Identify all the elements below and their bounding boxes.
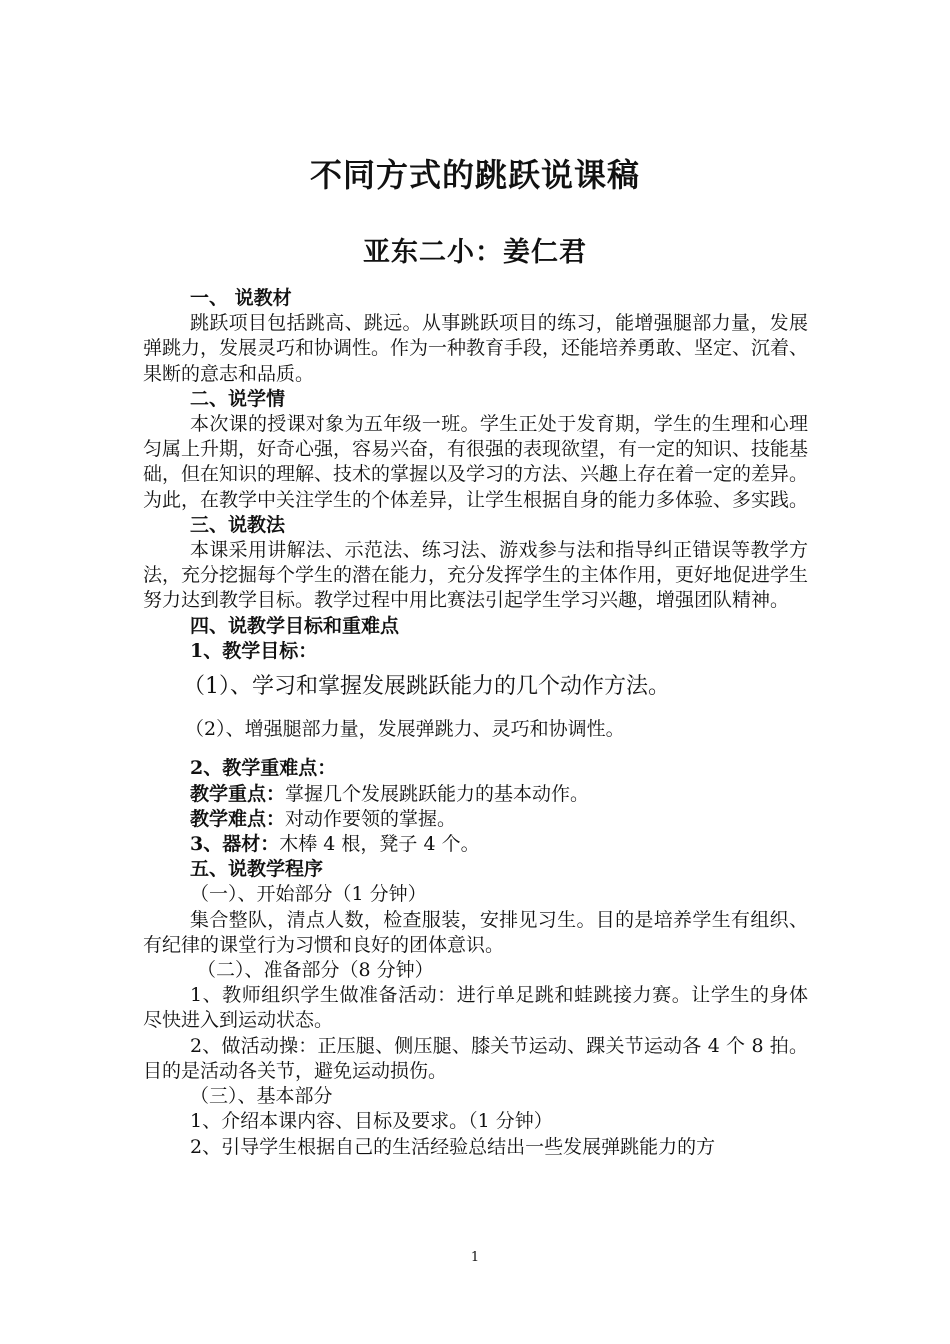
- difficult-point-label: 教学难点：: [190, 807, 286, 830]
- difficult-point-text: 对动作要领的掌握。: [285, 807, 457, 830]
- paragraph: 集合整队，清点人数，检查服装，安排见习生。目的是培养学生有组织、有纪律的课堂行为习惯和良好的团体意识。: [143, 908, 808, 956]
- goal-item: （2）、增强腿部力量，发展弹跳力、灵巧和协调性。: [185, 718, 625, 741]
- section-heading: 三、说教法: [190, 513, 286, 536]
- page-number: 1: [470, 1250, 480, 1265]
- part-heading: （二）、准备部分（8 分钟）: [197, 959, 434, 982]
- subheading: 2、教学重难点：: [190, 757, 337, 780]
- equipment-text: 木棒 4 根，凳子 4 个。: [279, 833, 480, 856]
- part-heading: （一）、开始部分（1 分钟）: [190, 883, 427, 906]
- paragraph: 1、教师组织学生做准备活动：进行单足跳和蛙跳接力赛。让学生的身体尽快进入到运动状态。: [143, 984, 808, 1032]
- paragraph: 本课采用讲解法、示范法、练习法、游戏参与法和指导纠正错误等教学方法，充分挖掘每个学生的潜在能力，充分发挥学生的主体作用，更好地促进学生努力达到教学目标。教学过程中用比赛法引起学生学习兴趣，增强团队精神。: [143, 539, 809, 612]
- equipment-label: 3、器材：: [190, 833, 280, 856]
- paragraph: 2、做活动操：正压腿、侧压腿、膝关节运动、踝关节运动各 4 个 8 拍。目的是活动各关节，避免运动损伤。: [143, 1034, 808, 1082]
- equipment: [143, 832, 808, 857]
- document-author: 亚东二小：姜仁君: [363, 237, 587, 268]
- goal-item: （1）、学习和掌握发展跳跃能力的几个动作方法。: [183, 674, 670, 700]
- paragraph: 跳跃项目包括跳高、跳远。从事跳跃项目的练习，能增强腿部力量，发展弹跳力，发展灵巧和协调性。作为一种教育手段，还能培养勇敢、坚定、沉着、果断的意志和品质。: [143, 312, 809, 385]
- difficult-point: [143, 807, 808, 832]
- subheading: 1、教学目标：: [190, 639, 318, 662]
- paragraph: 1、介绍本课内容、目标及要求。（1 分钟）: [190, 1110, 553, 1133]
- part-heading: （三）、基本部分: [190, 1085, 333, 1108]
- paragraph: 本次课的授课对象为五年级一班。学生正处于发育期，学生的生理和心理匀属上升期，好奇心强，容易兴奋，有很强的表现欲望，有一定的知识、技能基础，但在知识的理解、技术的掌握以及学习的方法、兴趣上存在着一定的差异。为此，在教学中关注学生的个体差异，让学生根据自身的能力多体验、多实践。: [143, 413, 809, 511]
- key-point-text: 掌握几个发展跳跃能力的基本动作。: [285, 782, 590, 805]
- section-heading: 一、 说教材: [190, 287, 292, 309]
- section-heading: 五、说教学程序: [190, 858, 324, 881]
- document-title: 不同方式的跳跃说课稿: [309, 156, 640, 194]
- document-body: [143, 286, 808, 1160]
- key-point: [143, 782, 808, 807]
- section-heading: 四、说教学目标和重难点: [190, 614, 400, 637]
- section-heading: 二、说学情: [190, 387, 286, 410]
- key-point-label: 教学重点：: [190, 782, 286, 805]
- paragraph: 2、引导学生根据自己的生活经验总结出一些发展弹跳能力的方: [190, 1135, 716, 1158]
